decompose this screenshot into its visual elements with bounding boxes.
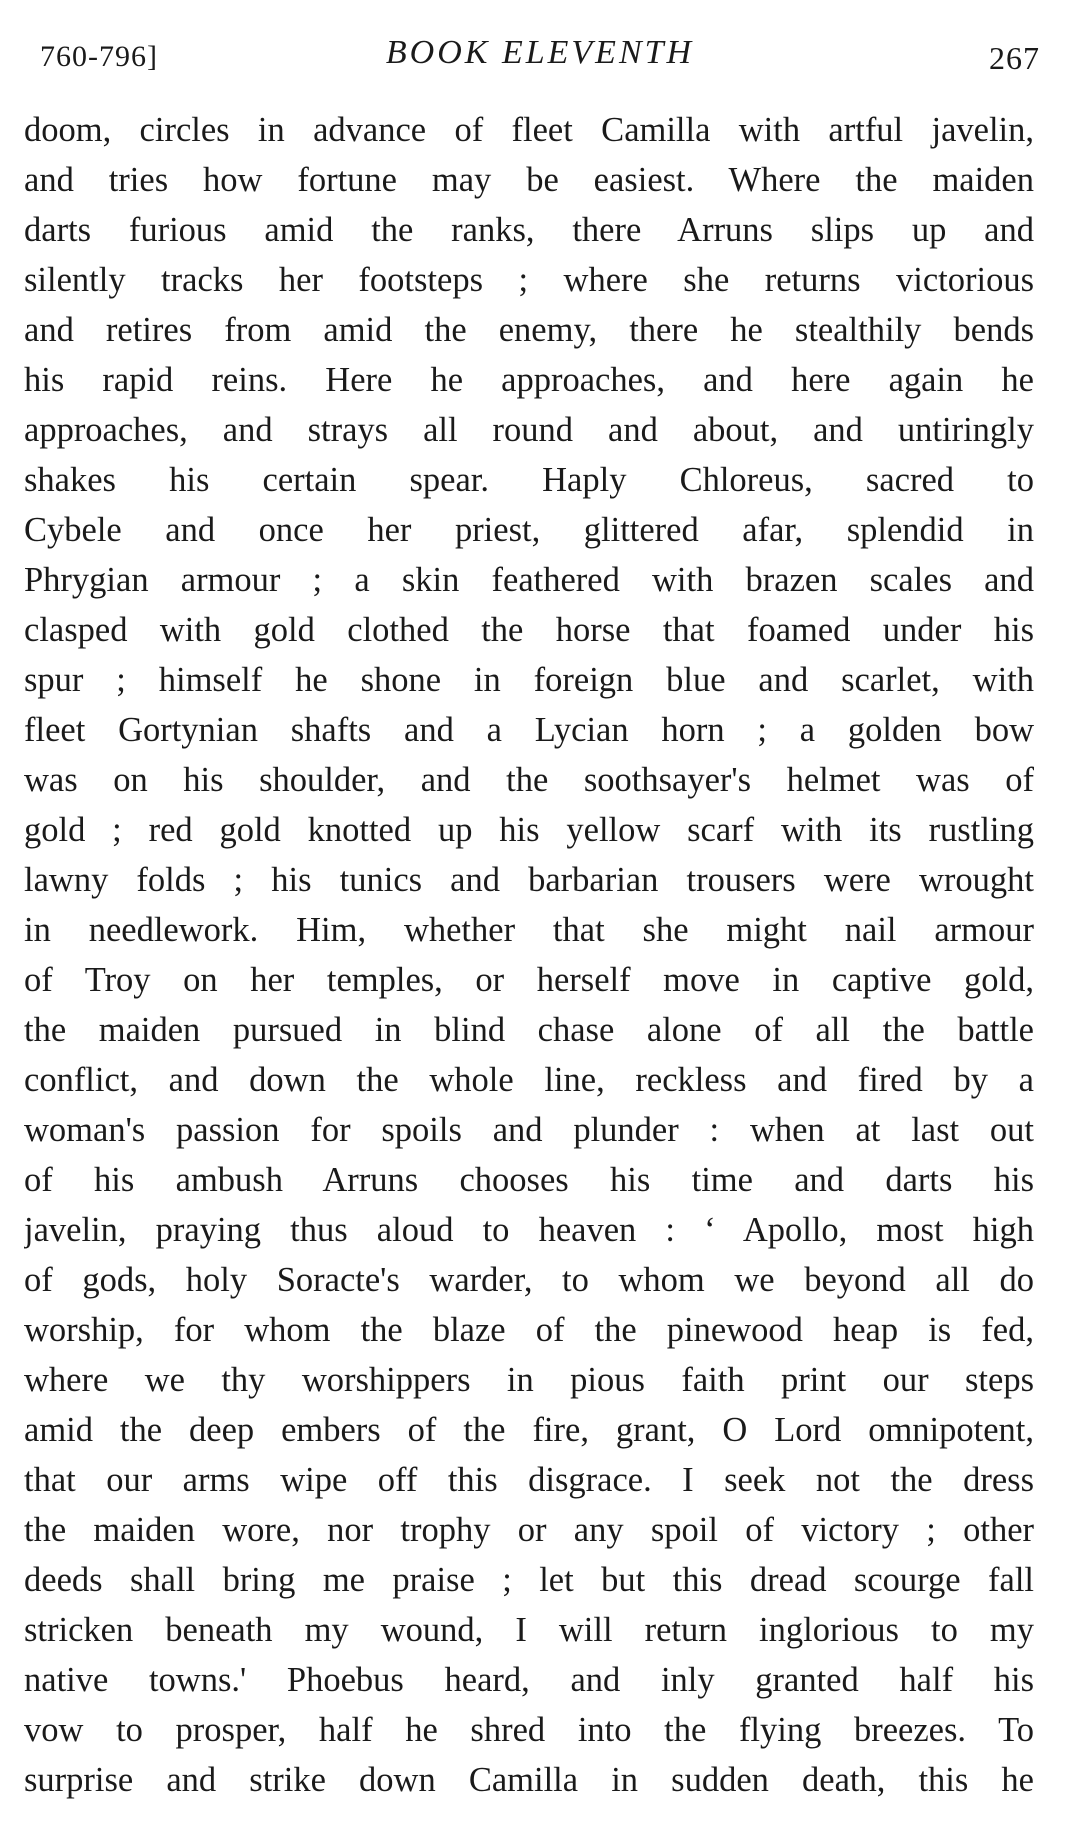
text-line: lawny folds ; his tunics and barbarian trousers were wrought [24, 861, 1034, 899]
text-line: Cybele and once her priest, glittered afar, splendid in [24, 511, 1034, 549]
text-line: doom, circles in advance of fleet Camilla with artful javelin, [24, 111, 1034, 149]
text-line: of Troy on her temples, or herself move in captive gold, [24, 961, 1034, 999]
line-range: 760-796] [40, 40, 158, 73]
text-line: silently tracks her footsteps ; where she returns victorious [24, 261, 1034, 299]
text-line: approaches, and strays all round and about, and untiringly [24, 411, 1034, 449]
text-line: amid the deep embers of the fire, grant, O Lord omnipotent, [24, 1411, 1034, 1449]
text-line: was on his shoulder, and the soothsayer's helmet was of [24, 761, 1034, 799]
text-line: woman's passion for spoils and plunder : when at last out [24, 1111, 1034, 1149]
text-line: javelin, praying thus aloud to heaven : ‘ Apollo, most high [24, 1211, 1034, 1249]
text-line: worship, for whom the blaze of the pinewood heap is fed, [24, 1311, 1034, 1349]
text-line: spur ; himself he shone in foreign blue and scarlet, with [24, 661, 1034, 699]
text-line: conflict, and down the whole line, reckless and fired by a [24, 1061, 1034, 1099]
text-line: Phrygian armour ; a skin feathered with brazen scales and [24, 561, 1034, 599]
text-line: in needlework. Him, whether that she might nail armour [24, 911, 1034, 949]
text-line: shakes his certain spear. Haply Chloreus, sacred to [24, 461, 1034, 499]
text-line: gold ; red gold knotted up his yellow scarf with its rustling [24, 811, 1034, 849]
text-line: deeds shall bring me praise ; let but this dread scourge fall [24, 1561, 1034, 1599]
text-line: surprise and strike down Camilla in sudden death, this he [24, 1761, 1034, 1799]
text-line: stricken beneath my wound, I will return inglorious to my [24, 1611, 1034, 1649]
text-line: the maiden wore, nor trophy or any spoil of victory ; other [24, 1511, 1034, 1549]
text-line: of gods, holy Soracte's warder, to whom we beyond all do [24, 1261, 1034, 1299]
text-line: where we thy worshippers in pious faith print our steps [24, 1361, 1034, 1399]
text-line: that our arms wipe off this disgrace. I seek not the dress [24, 1461, 1034, 1499]
book-title: BOOK ELEVENTH [385, 34, 695, 71]
text-line: his rapid reins. Here he approaches, and here again he [24, 361, 1034, 399]
text-line: fleet Gortynian shafts and a Lycian horn ; a golden bow [24, 711, 1034, 749]
text-line: of his ambush Arruns chooses his time and darts his [24, 1161, 1034, 1199]
text-line: darts furious amid the ranks, there Arruns slips up and [24, 211, 1034, 249]
running-head [40, 34, 1040, 84]
text-line: native towns.' Phoebus heard, and inly granted half his [24, 1661, 1034, 1699]
text-line: and retires from amid the enemy, there he stealthily bends [24, 311, 1034, 349]
text-line: and tries how fortune may be easiest. Where the maiden [24, 161, 1034, 199]
page-number: 267 [989, 40, 1040, 76]
text-line: clasped with gold clothed the horse that foamed under his [24, 611, 1034, 649]
text-line: vow to prosper, half he shred into the flying breezes. To [24, 1711, 1034, 1749]
body-text [24, 105, 1034, 1805]
text-line: the maiden pursued in blind chase alone of all the battle [24, 1011, 1034, 1049]
